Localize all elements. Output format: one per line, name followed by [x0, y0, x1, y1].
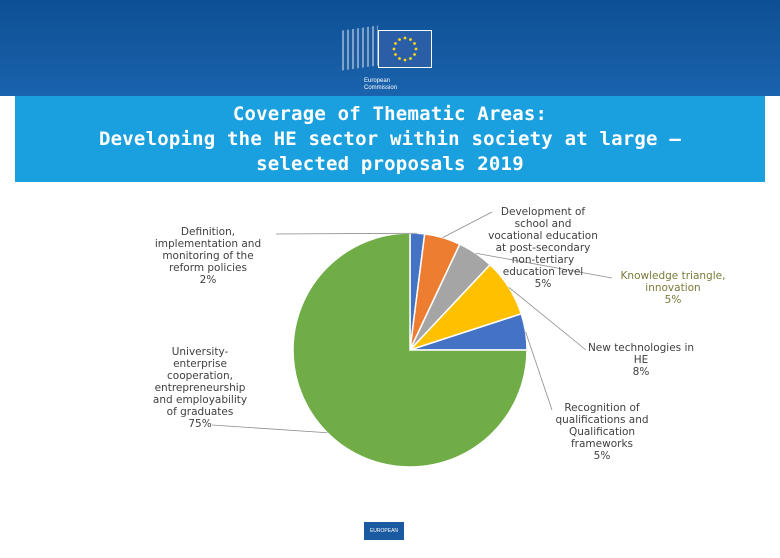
slice-category: Knowledge triangle, innovation: [620, 270, 726, 294]
slice-value: 5%: [664, 294, 682, 306]
slice-category: New technologies in HE: [587, 342, 695, 366]
slice-label: [610, 270, 736, 306]
slice-value: 5%: [534, 278, 552, 290]
slice-label: [140, 226, 276, 286]
slice-label: [146, 346, 254, 430]
chart-title: Coverage of Thematic Areas: Developing the HE sector within society at large – selected proposals 2019: [99, 102, 681, 175]
slice-label: [476, 206, 610, 290]
footer-logo: EUROPEAN COMMISSION: [364, 522, 404, 540]
slice-category: University- enterprise cooperation, entrepreneurship and employability of graduates: [152, 346, 248, 418]
slice-value: 8%: [632, 366, 650, 378]
slice-label: [580, 342, 702, 378]
slice-category: Recognition of qualifications and Qualification frameworks: [555, 402, 649, 450]
slice-value: 5%: [593, 450, 611, 462]
logo-text: European Commission: [364, 78, 398, 91]
slice-label: [548, 402, 656, 462]
leader-line: [526, 332, 552, 410]
slice-category: Definition, implementation and monitoring of the reform policies: [154, 226, 262, 274]
slice-category: Development of school and vocational education at post-secondary non-tertiary education level: [488, 206, 598, 278]
slice-value: 75%: [188, 418, 212, 430]
slice-value: 2%: [199, 274, 217, 286]
